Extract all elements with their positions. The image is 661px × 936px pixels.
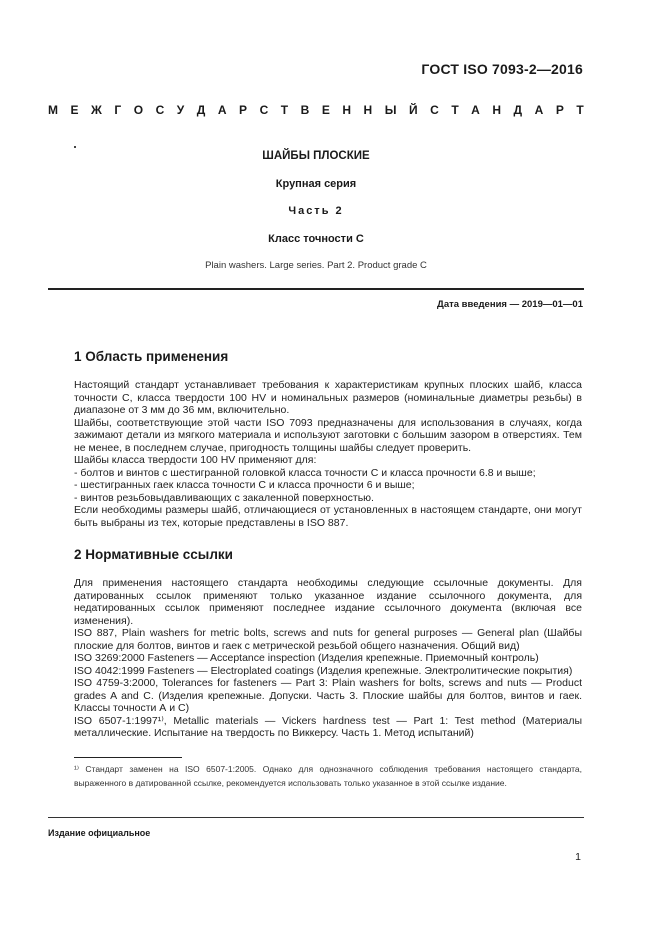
introduction-date: Дата введения — 2019—01—01 <box>437 299 583 310</box>
english-title: Plain washers. Large series. Part 2. Product grade C <box>205 260 427 271</box>
banner-letter: А <box>217 103 227 117</box>
banner-letter: Н <box>342 103 352 117</box>
paragraph: Настоящий стандарт устанавливает требования к характеристикам крупных плоских шайб, класса точности С, класса твердости 100 HV и номинальных размеров (номинальные диаметры резьбы) в диапазоне от 3 мм до 36 мм, включительно. <box>74 379 582 416</box>
banner-letter: Д <box>196 103 206 117</box>
banner-letter: Т <box>451 103 459 117</box>
banner-letter: М <box>48 103 58 117</box>
banner-letter: У <box>176 103 185 117</box>
page-number: 1 <box>575 851 581 863</box>
document-part: Часть 2 <box>288 205 344 217</box>
banner-letter: Ж <box>91 103 102 117</box>
paragraph: Шайбы класса твердости 100 HV применяют для: <box>74 454 317 466</box>
banner-letter: Й <box>408 103 418 117</box>
footnote-divider <box>74 757 182 758</box>
paragraph: - болтов и винтов с шестигранной головкой класса точности С и класса прочности 6.8 и выше; <box>74 466 536 479</box>
paragraph: - винтов резьбовыдавливающих с закаленной поверхностью. <box>74 491 374 504</box>
title-divider <box>48 288 584 290</box>
banner-letter: Н <box>363 103 373 117</box>
banner-letter: Г <box>114 103 122 117</box>
banner-letter: С <box>259 103 269 117</box>
banner-letter: А <box>471 103 480 117</box>
banner-letter: Р <box>555 103 564 117</box>
paragraph: Если необходимы размеры шайб, отличающиеся от установленных в настоящем стандарте, они могут быть выбраны из тех, которые представлены в ISO 887. <box>74 504 582 529</box>
paragraph: ISO 4042:1999 Fasteners — Electroplated coatings (Изделия крепежные. Электролитические покрытия) <box>74 664 573 677</box>
paragraph: Шайбы, соответствующие этой части ISO 7093 предназначены для использования в случаях, когда зажимают детали из мягкого материала и используют заготовки с большим зазором в отверстиях. Тем не менее, в последнем случае, пригодность толщины шайбы следует проверить. <box>74 416 582 454</box>
edition-divider <box>48 817 584 818</box>
document-code: ГОСТ ISO 7093-2—2016 <box>421 61 583 77</box>
banner-letter: Е <box>70 103 79 117</box>
banner-letter: А <box>534 103 544 117</box>
banner-letter: Т <box>576 103 584 117</box>
banner-letter: Т <box>280 103 289 117</box>
section-1-paragraphs <box>74 379 582 529</box>
paragraph: ISO 6507-1:1997¹⁾, Metallic materials — Vickers hardness test — Part 1: Test method (Материалы металлические. Испытание на твердость по Виккерсу. Часть 1. Метод испытаний) <box>74 714 582 739</box>
banner-letter: Р <box>239 103 248 117</box>
paragraph: - шестигранных гаек класса точности С и класса прочности 6 и выше; <box>74 479 415 491</box>
paragraph: ISO 4759-3:2000, Tolerances for fasteners — Part 3: Plain washers for bolts, screws and nuts — Product grades A and C. (Изделия крепежные. Допуски. Часть 3. Плоские шайбы для болтов, винтов и гаек. Классы точности А и С) <box>74 677 582 714</box>
banner-letter: Д <box>513 103 523 117</box>
document-title: ШАЙБЫ ПЛОСКИЕ <box>262 150 370 162</box>
paragraph: ISO 3269:2000 Fasteners — Acceptance inspection (Изделия крепежные. Приемочный контроль) <box>74 652 539 664</box>
banner-letter: В <box>300 103 310 117</box>
section-2-heading: 2 Нормативные ссылки <box>74 547 233 562</box>
banner-letter: Ы <box>384 103 397 117</box>
banner-letter: С <box>430 103 439 117</box>
section-1-heading: 1 Область применения <box>74 349 229 364</box>
section-2-paragraphs <box>74 577 582 740</box>
footnote: ¹⁾ Стандарт заменен на ISO 6507-1:2005. Однако для однозначного соблюдения требования настоящего стандарта, выраженного в датированной ссылке, рекомендуется использовать только указанное в этой ссылке издание. <box>74 764 582 788</box>
stray-dot <box>74 146 76 148</box>
banner-letter: Н <box>492 103 502 117</box>
banner-letter: Е <box>321 103 330 117</box>
document-series: Крупная серия <box>275 178 357 190</box>
edition-label: Издание официальное <box>48 828 151 838</box>
paragraph: ISO 887, Plain washers for metric bolts, screws and nuts for general purposes — General plan (Шайбы плоские для болтов, винтов и гаек с метрической резьбой общего назначения. Общий вид) <box>74 627 582 652</box>
interstate-standard-banner <box>48 103 584 117</box>
banner-letter: С <box>155 103 165 117</box>
banner-letter: О <box>133 103 144 117</box>
paragraph: Для применения настоящего стандарта необходимы следующие ссылочные документы. Для датированных ссылок применяют только указанное издание ссылочного документа, для недатированных ссылок применяют последнее издание ссылочного документа (включая все изменения). <box>74 577 582 627</box>
document-grade: Класс точности С <box>268 233 364 245</box>
